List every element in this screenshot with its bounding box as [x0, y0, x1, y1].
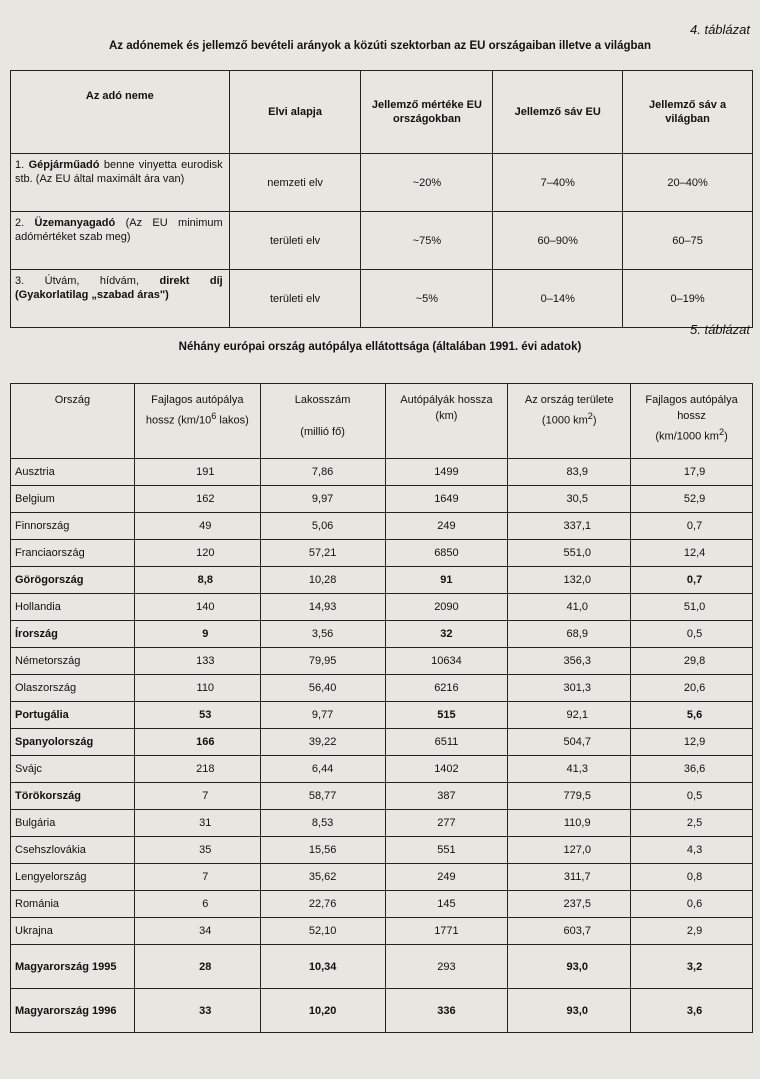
spec-area-cell: 3,2	[631, 945, 753, 989]
spec-length-cell: 162	[134, 486, 260, 513]
row-number: 1.	[15, 159, 25, 171]
basis-cell: területi elv	[229, 270, 361, 328]
population-cell: 10,20	[260, 989, 385, 1033]
motorway-length-cell: 91	[385, 567, 508, 594]
header-population-unit: (millió fő)	[300, 426, 345, 438]
population-cell: 8,53	[260, 810, 385, 837]
table-row	[11, 154, 753, 212]
motorway-length-cell: 145	[385, 891, 508, 918]
header-world-range: Jellemző sáv a világban	[623, 71, 753, 154]
header-motorway-length	[385, 384, 508, 459]
population-cell: 9,97	[260, 486, 385, 513]
spec-area-cell: 0,7	[631, 567, 753, 594]
eu-range-cell: 0–14%	[493, 270, 623, 328]
motorway-length-cell: 10634	[385, 648, 508, 675]
area-cell: 41,0	[508, 594, 631, 621]
header-area	[508, 384, 631, 459]
header-spec-area-unit: (km/1000 km	[655, 430, 719, 443]
spec-length-cell: 7	[134, 783, 260, 810]
spec-length-cell: 49	[134, 513, 260, 540]
basis-cell: nemzeti elv	[229, 154, 361, 212]
table-row	[11, 675, 753, 702]
area-cell: 504,7	[508, 729, 631, 756]
country-cell: Olaszország	[11, 675, 135, 702]
world-range-cell: 0–19%	[623, 270, 753, 328]
table-row	[11, 810, 753, 837]
motorway-length-cell: 1649	[385, 486, 508, 513]
table-row	[11, 212, 753, 270]
country-cell: Görögország	[11, 567, 135, 594]
header-spec-length-sup: 6	[211, 411, 217, 421]
spec-area-cell: 20,6	[631, 675, 753, 702]
world-range-cell: 20–40%	[623, 154, 753, 212]
spec-area-cell: 0,6	[631, 891, 753, 918]
header-motorway-text: Autópályák hossza	[400, 394, 493, 406]
spec-area-cell: 36,6	[631, 756, 753, 783]
population-cell: 14,93	[260, 594, 385, 621]
spec-area-cell: 17,9	[631, 459, 753, 486]
country-cell: Finnország	[11, 513, 135, 540]
spec-area-cell: 4,3	[631, 837, 753, 864]
area-cell: 603,7	[508, 918, 631, 945]
population-cell: 7,86	[260, 459, 385, 486]
rate-cell: ~20%	[361, 154, 493, 212]
country-cell: Franciaország	[11, 540, 135, 567]
spec-area-cell: 0,7	[631, 513, 753, 540]
header-spec-area-sup: 2	[718, 427, 725, 437]
country-cell: Bulgária	[11, 810, 135, 837]
table-row	[11, 989, 753, 1033]
country-cell: Írország	[11, 621, 135, 648]
table-row	[11, 864, 753, 891]
table-row	[11, 567, 753, 594]
spec-area-cell: 5,6	[631, 702, 753, 729]
area-cell: 93,0	[508, 945, 631, 989]
header-population	[260, 384, 385, 459]
table5-title: Néhány európai ország autópálya ellátottsága (általában 1991. évi adatok)	[178, 341, 582, 353]
spec-length-cell: 6	[134, 891, 260, 918]
tax-type-cell	[11, 270, 230, 328]
motorway-length-cell: 293	[385, 945, 508, 989]
header-eu-range: Jellemző sáv EU	[493, 71, 623, 154]
tax-desc: (Az EU minimum adómértéket szab meg)	[15, 217, 223, 243]
table-row	[11, 621, 753, 648]
header-spec-length-text: Fajlagos autópálya hossz (km/10	[145, 394, 244, 427]
population-cell: 52,10	[260, 918, 385, 945]
spec-length-cell: 28	[134, 945, 260, 989]
population-cell: 79,95	[260, 648, 385, 675]
population-cell: 58,77	[260, 783, 385, 810]
area-cell: 93,0	[508, 989, 631, 1033]
population-cell: 57,21	[260, 540, 385, 567]
header-spec-area-close: )	[724, 430, 728, 443]
spec-area-cell: 51,0	[631, 594, 753, 621]
motorway-length-cell: 6511	[385, 729, 508, 756]
eu-range-cell: 7–40%	[493, 154, 623, 212]
population-cell: 9,77	[260, 702, 385, 729]
motorway-length-cell: 551	[385, 837, 508, 864]
country-cell: Ukrajna	[11, 918, 135, 945]
spec-area-cell: 2,9	[631, 918, 753, 945]
motorway-length-cell: 387	[385, 783, 508, 810]
spec-length-cell: 9	[134, 621, 260, 648]
population-cell: 39,22	[260, 729, 385, 756]
country-cell: Románia	[11, 891, 135, 918]
table-row	[11, 729, 753, 756]
spec-length-cell: 120	[134, 540, 260, 567]
header-rate: Jellemző mértéke EU országokban	[361, 71, 493, 154]
population-cell: 22,76	[260, 891, 385, 918]
header-area-unit: (1000 km	[541, 414, 588, 427]
header-country	[11, 384, 135, 459]
motorway-length-cell: 277	[385, 810, 508, 837]
motorway-table	[10, 383, 753, 1033]
area-cell: 127,0	[508, 837, 631, 864]
spec-length-cell: 133	[134, 648, 260, 675]
area-cell: 83,9	[508, 459, 631, 486]
table-row	[11, 702, 753, 729]
spec-area-cell: 12,9	[631, 729, 753, 756]
spec-length-cell: 8,8	[134, 567, 260, 594]
table-row	[11, 270, 753, 328]
area-cell: 30,5	[508, 486, 631, 513]
motorway-length-cell: 249	[385, 864, 508, 891]
country-cell: Lengyelország	[11, 864, 135, 891]
motorway-length-cell: 1771	[385, 918, 508, 945]
table-row	[11, 513, 753, 540]
tax-name-pre: Útvám, hídvám,	[44, 275, 140, 287]
table-row	[11, 756, 753, 783]
spec-area-cell: 29,8	[631, 648, 753, 675]
tax-name: Gépjárműadó	[28, 159, 100, 171]
tax-type-cell	[11, 212, 230, 270]
country-cell: Belgium	[11, 486, 135, 513]
population-cell: 10,34	[260, 945, 385, 989]
country-cell: Ausztria	[11, 459, 135, 486]
table5-label: 5. táblázat	[690, 322, 750, 337]
spec-length-cell: 191	[134, 459, 260, 486]
rate-cell: ~75%	[361, 212, 493, 270]
country-cell: Portugália	[11, 702, 135, 729]
tax-name: Üzemanyagadó	[34, 217, 116, 229]
population-cell: 5,06	[260, 513, 385, 540]
spec-length-cell: 35	[134, 837, 260, 864]
motorway-length-cell: 1402	[385, 756, 508, 783]
spec-length-cell: 166	[134, 729, 260, 756]
population-cell: 10,28	[260, 567, 385, 594]
spec-area-cell: 12,4	[631, 540, 753, 567]
country-cell: Svájc	[11, 756, 135, 783]
country-cell: Törökország	[11, 783, 135, 810]
area-cell: 237,5	[508, 891, 631, 918]
table-row	[11, 540, 753, 567]
motorway-length-cell: 6216	[385, 675, 508, 702]
spec-length-cell: 7	[134, 864, 260, 891]
table-row	[11, 945, 753, 989]
area-cell: 311,7	[508, 864, 631, 891]
area-cell: 68,9	[508, 621, 631, 648]
table4-title: Az adónemek és jellemző bevételi arányok a közúti szektorban az EU országaiban illetve a világban	[109, 40, 651, 52]
spec-area-cell: 52,9	[631, 486, 753, 513]
country-cell: Csehszlovákia	[11, 837, 135, 864]
area-cell: 132,0	[508, 567, 631, 594]
table-row	[11, 648, 753, 675]
spec-length-cell: 31	[134, 810, 260, 837]
header-tax-type: Az adó neme	[11, 71, 230, 154]
table-row	[11, 594, 753, 621]
table-row	[11, 837, 753, 864]
tax-table	[10, 70, 753, 328]
header-area-sup: 2	[587, 411, 593, 421]
population-cell: 56,40	[260, 675, 385, 702]
spec-area-cell: 0,5	[631, 621, 753, 648]
spec-length-cell: 218	[134, 756, 260, 783]
table-row	[11, 918, 753, 945]
motorway-table-header	[11, 384, 753, 459]
header-motorway-unit: (km)	[435, 410, 458, 422]
area-cell: 779,5	[508, 783, 631, 810]
spec-length-cell: 53	[134, 702, 260, 729]
motorway-length-cell: 32	[385, 621, 508, 648]
header-area-close: )	[592, 414, 597, 427]
area-cell: 301,3	[508, 675, 631, 702]
spec-area-cell: 2,5	[631, 810, 753, 837]
row-number: 2.	[15, 217, 25, 229]
table-row	[11, 891, 753, 918]
population-cell: 15,56	[260, 837, 385, 864]
rate-cell: ~5%	[361, 270, 493, 328]
motorway-length-cell: 2090	[385, 594, 508, 621]
header-basis: Elvi alapja	[229, 71, 361, 154]
basis-cell: területi elv	[229, 212, 361, 270]
header-country-label: Ország	[54, 394, 91, 406]
country-cell: Spanyolország	[11, 729, 135, 756]
tax-name: direkt díj (Gyakorlatilag „szabad áras")	[15, 275, 223, 301]
world-range-cell: 60–75	[623, 212, 753, 270]
spec-length-cell: 140	[134, 594, 260, 621]
spec-area-cell: 3,6	[631, 989, 753, 1033]
table-row	[11, 486, 753, 513]
country-cell: Hollandia	[11, 594, 135, 621]
header-spec-area-text: Fajlagos autópálya hossz	[645, 394, 738, 422]
table-row	[11, 459, 753, 486]
spec-area-cell: 0,5	[631, 783, 753, 810]
motorway-length-cell: 336	[385, 989, 508, 1033]
country-cell: Magyarország 1996	[11, 989, 135, 1033]
header-spec-length	[134, 384, 260, 459]
population-cell: 35,62	[260, 864, 385, 891]
area-cell: 110,9	[508, 810, 631, 837]
spec-area-cell: 0,8	[631, 864, 753, 891]
area-cell: 41,3	[508, 756, 631, 783]
country-cell: Magyarország 1995	[11, 945, 135, 989]
population-cell: 3,56	[260, 621, 385, 648]
tax-desc: benne vinyetta eurodisk stb. (Az EU által maximált ára van)	[15, 159, 223, 185]
eu-range-cell: 60–90%	[493, 212, 623, 270]
country-cell: Németország	[11, 648, 135, 675]
header-spec-length-unit: lakos)	[216, 414, 249, 427]
spec-length-cell: 34	[134, 918, 260, 945]
header-area-text: Az ország területe	[524, 394, 614, 406]
header-population-text: Lakosszám	[294, 394, 351, 406]
area-cell: 337,1	[508, 513, 631, 540]
row-number: 3.	[15, 275, 25, 287]
motorway-length-cell: 1499	[385, 459, 508, 486]
spec-length-cell: 110	[134, 675, 260, 702]
header-spec-area	[631, 384, 753, 459]
population-cell: 6,44	[260, 756, 385, 783]
motorway-length-cell: 515	[385, 702, 508, 729]
table-row	[11, 783, 753, 810]
motorway-length-cell: 249	[385, 513, 508, 540]
area-cell: 92,1	[508, 702, 631, 729]
tax-table-header	[11, 71, 753, 154]
spec-length-cell: 33	[134, 989, 260, 1033]
table4-label: 4. táblázat	[690, 22, 750, 37]
motorway-length-cell: 6850	[385, 540, 508, 567]
area-cell: 551,0	[508, 540, 631, 567]
tax-type-cell	[11, 154, 230, 212]
area-cell: 356,3	[508, 648, 631, 675]
